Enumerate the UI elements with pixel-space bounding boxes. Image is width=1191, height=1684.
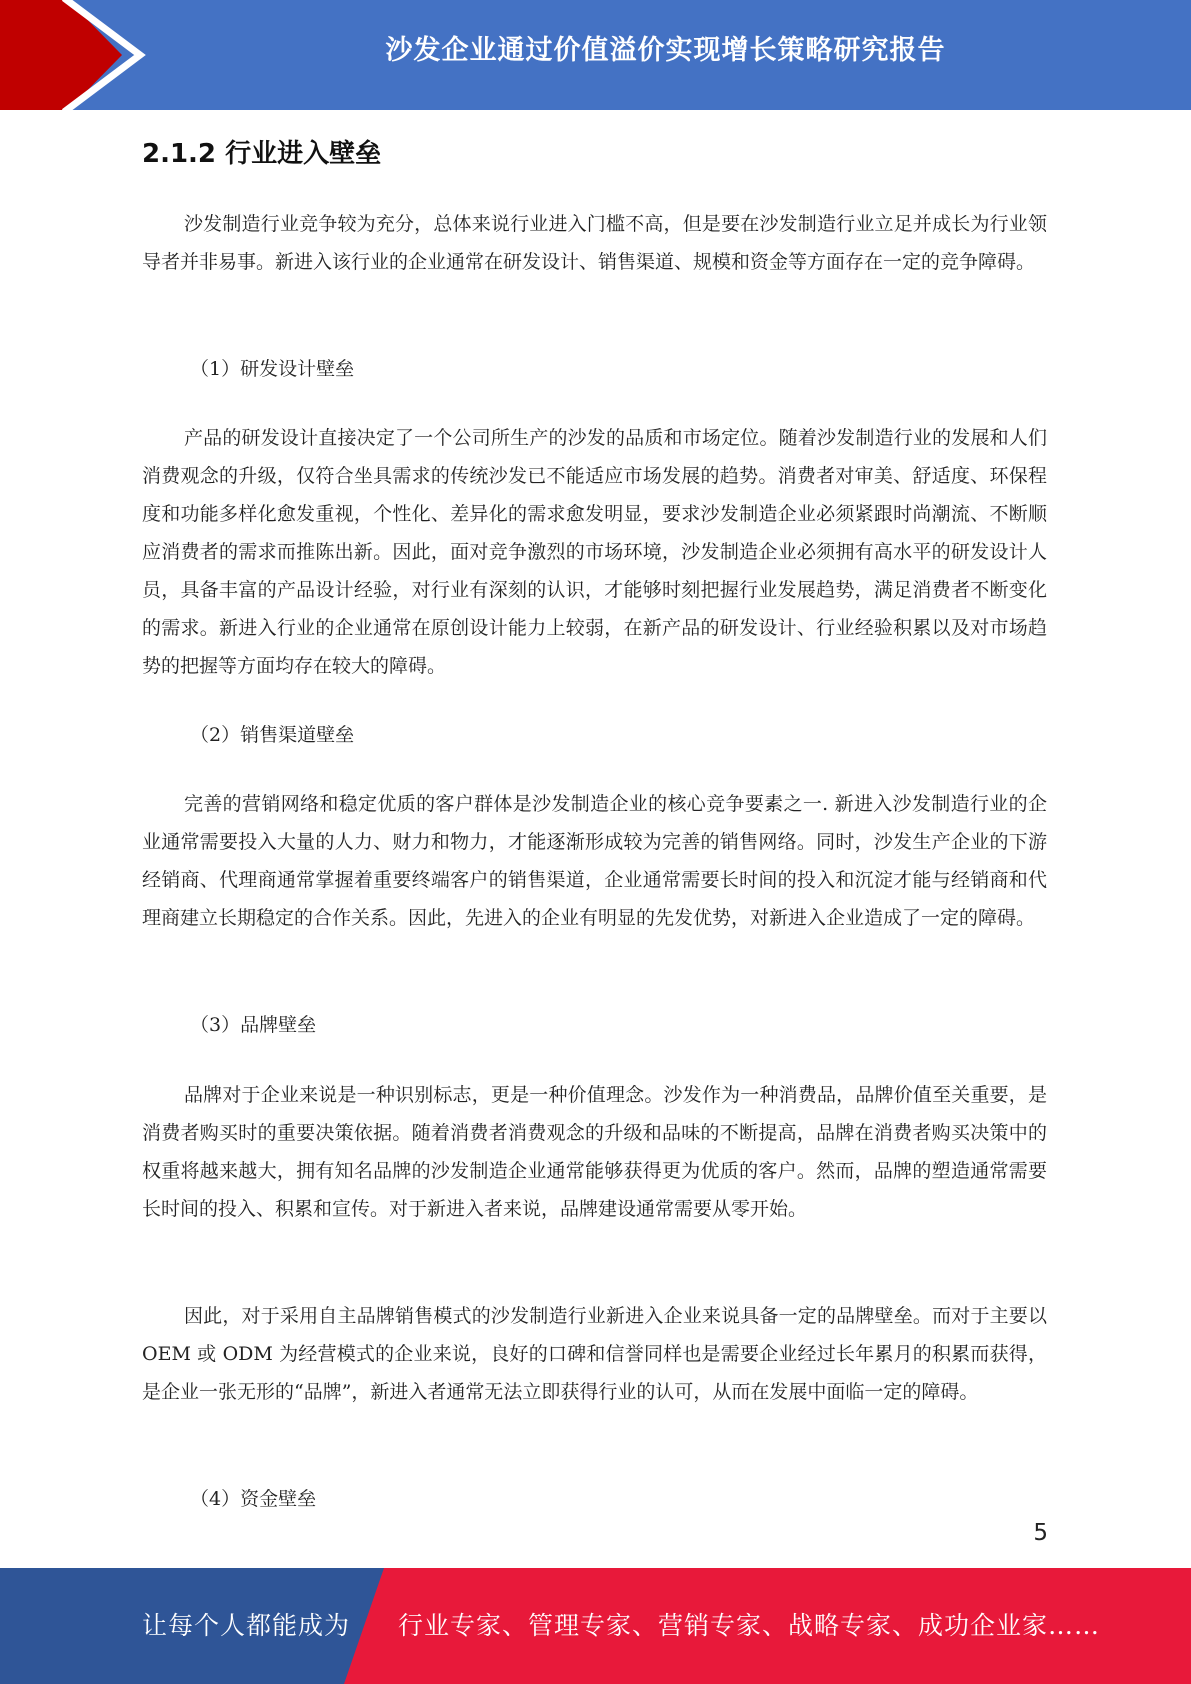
subheading-brand-barrier: （3）品牌壁垒 bbox=[190, 1014, 317, 1036]
subheading-capital-barrier: （4）资金壁垒 bbox=[190, 1488, 317, 1510]
paragraph-brand-barrier-continued: 因此，对于采用自主品牌销售模式的沙发制造行业新进入企业来说具备一定的品牌壁垒。而对于主要以 OEM 或 ODM 为经营模式的企业来说，良好的口碑和信誉同样也是需要企业经过长年累月的积累而获得，是企业一张无形的“品牌”，新进入者通常无法立即获得行业的认可，从而在发展中面临一定的障碍。 bbox=[142, 1305, 1047, 1403]
paragraph-sales-channel-barrier: 完善的营销网络和稳定优质的客户群体是沙发制造企业的核心竞争要素之一. 新进入沙发制造行业的企业通常需要投入大量的人力、财力和物力，才能逐渐形成较为完善的销售网络。同时，沙发生产企业的下游经销商、代理商通常掌握着重要终端客户的销售渠道，企业通常需要长时间的投入和沉淀才能与经销商和代理商建立长期稳定的合作关系。因此，先进入的企业有明显的先发优势，对新进入企业造成了一定的障碍。 bbox=[142, 793, 1047, 929]
subheading-sales-channel-barrier: （2）销售渠道壁垒 bbox=[190, 724, 355, 746]
footer-slogan-right: 行业专家、管理专家、营销专家、战略专家、成功企业家…… bbox=[398, 1611, 1101, 1640]
header-red-arrow-icon bbox=[0, 0, 150, 110]
footer-banner bbox=[0, 1568, 1191, 1684]
page-header bbox=[0, 0, 1191, 110]
header-title: 沙发企业通过价值溢价实现增长策略研究报告 bbox=[385, 35, 946, 66]
footer-slogan-left: 让每个人都能成为 bbox=[142, 1611, 351, 1640]
subheading-rd-barrier: （1）研发设计壁垒 bbox=[190, 358, 355, 380]
paragraph-brand-barrier: 品牌对于企业来说是一种识别标志，更是一种价值理念。沙发作为一种消费品，品牌价值至关重要，是消费者购买时的重要决策依据。随着消费者消费观念的升级和品味的不断提高，品牌在消费者购买决策中的权重将越来越大，拥有知名品牌的沙发制造企业通常能够获得更为优质的客户。然而，品牌的塑造通常需要长时间的投入、积累和宣传。对于新进入者来说，品牌建设通常需要从零开始。 bbox=[142, 1084, 1047, 1220]
section-heading: 2.1.2 行业进入壁垒 bbox=[142, 139, 382, 169]
intro-paragraph: 沙发制造行业竞争较为充分，总体来说行业进入门槛不高，但是要在沙发制造行业立足并成长为行业领导者并非易事。新进入该行业的企业通常在研发设计、销售渠道、规模和资金等方面存在一定的竞争障碍。 bbox=[142, 213, 1047, 273]
page-number: 5 bbox=[1033, 1520, 1048, 1546]
paragraph-rd-barrier: 产品的研发设计直接决定了一个公司所生产的沙发的品质和市场定位。随着沙发制造行业的发展和人们消费观念的升级，仅符合坐具需求的传统沙发已不能适应市场发展的趋势。消费者对审美、舒适度、环保程度和功能多样化愈发重视，个性化、差异化的需求愈发明显，要求沙发制造企业必须紧跟时尚潮流、不断顺应消费者的需求而推陈出新。因此，面对竞争激烈的市场环境，沙发制造企业必须拥有高水平的研发设计人员，具备丰富的产品设计经验，对行业有深刻的认识，才能够时刻把握行业发展趋势，满足消费者不断变化的需求。新进入行业的企业通常在原创设计能力上较弱，在新产品的研发设计、行业经验积累以及对市场趋势的把握等方面均存在较大的障碍。 bbox=[142, 427, 1047, 677]
